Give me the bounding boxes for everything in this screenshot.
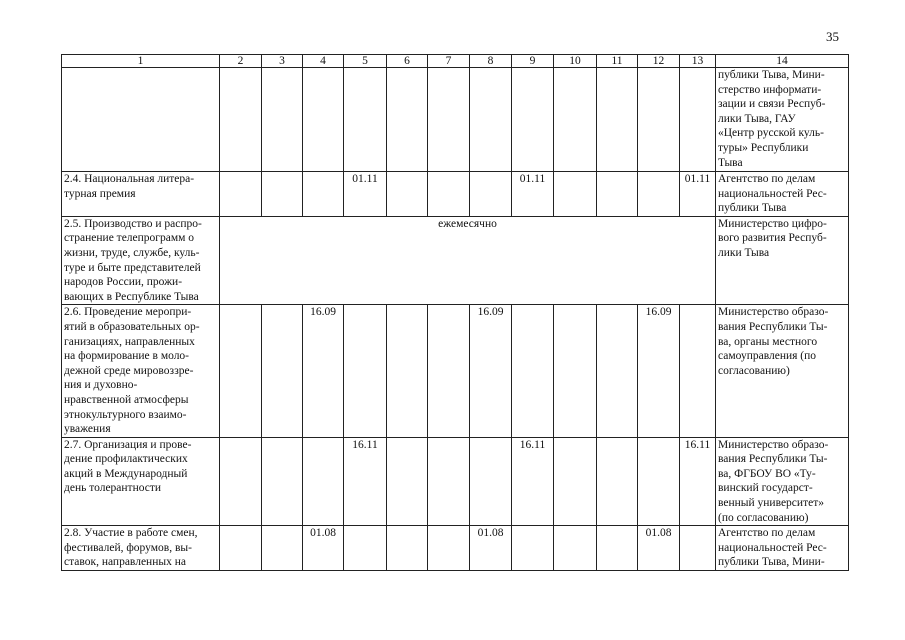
empty-cell <box>387 437 428 526</box>
empty-cell <box>597 526 638 571</box>
page-number: 35 <box>826 29 839 44</box>
activity-name-cell: 2.4. Национальная литера- турная премия <box>62 172 220 217</box>
executor-cell: Министерство образо- вания Республики Ты- ва, ФГБОУ ВО «Ту- винский государст- венный университет» (по согласованию) <box>716 437 849 526</box>
empty-cell <box>597 437 638 526</box>
empty-cell <box>428 305 470 437</box>
empty-cell <box>344 305 387 437</box>
activity-name-cell <box>62 68 220 172</box>
empty-cell <box>597 68 638 172</box>
activity-name-cell: 2.6. Проведение меропри- ятий в образовательных ор- ганизациях, направленных на формирование в моло- дежной среде мировоззре- ния и духовно- нравственной атмосферы этнокультурного взаимо- уважения <box>62 305 220 437</box>
column-header: 4 <box>303 55 344 68</box>
table-row <box>62 216 849 305</box>
empty-cell <box>428 437 470 526</box>
table-row <box>62 305 849 437</box>
empty-cell <box>262 172 303 217</box>
empty-cell <box>512 68 554 172</box>
executor-cell: Министерство образо- вания Республики Ты- ва, органы местного самоуправления (по согласованию) <box>716 305 849 437</box>
column-header: 8 <box>470 55 512 68</box>
empty-cell <box>512 305 554 437</box>
monthly-schedule-cell: ежемесячно <box>220 216 716 305</box>
empty-cell <box>638 172 680 217</box>
empty-cell <box>554 437 597 526</box>
column-header: 11 <box>597 55 638 68</box>
column-header: 10 <box>554 55 597 68</box>
empty-cell <box>262 68 303 172</box>
column-header: 12 <box>638 55 680 68</box>
empty-cell <box>387 526 428 571</box>
executor-cell: Агентство по делам национальностей Рес- публики Тыва, Мини- <box>716 526 849 571</box>
activity-name-cell: 2.5. Производство и распро- странение телепрограмм о жизни, труде, службе, куль- туре и быте представителей народов России, прожи- вающих в Республике Тыва <box>62 216 220 305</box>
empty-cell <box>220 172 262 217</box>
empty-cell <box>387 172 428 217</box>
table-row <box>62 172 849 217</box>
empty-cell <box>344 68 387 172</box>
date-cell: 16.11 <box>344 437 387 526</box>
executor-cell: Агентство по делам национальностей Рес- публики Тыва <box>716 172 849 217</box>
empty-cell <box>428 68 470 172</box>
column-header: 3 <box>262 55 303 68</box>
table-row <box>62 526 849 571</box>
table-header-row <box>62 55 849 68</box>
column-header: 13 <box>680 55 716 68</box>
empty-cell <box>220 68 262 172</box>
empty-cell <box>554 526 597 571</box>
date-cell: 16.09 <box>470 305 512 437</box>
empty-cell <box>428 526 470 571</box>
empty-cell <box>262 305 303 437</box>
empty-cell <box>554 172 597 217</box>
empty-cell <box>597 305 638 437</box>
date-cell: 01.08 <box>470 526 512 571</box>
date-cell: 01.11 <box>680 172 716 217</box>
empty-cell <box>303 68 344 172</box>
schedule-table <box>61 54 849 571</box>
empty-cell <box>262 437 303 526</box>
empty-cell <box>387 305 428 437</box>
date-cell: 16.09 <box>638 305 680 437</box>
empty-cell <box>303 437 344 526</box>
empty-cell <box>597 172 638 217</box>
table-row <box>62 68 849 172</box>
empty-cell <box>262 526 303 571</box>
column-header: 5 <box>344 55 387 68</box>
date-cell: 16.09 <box>303 305 344 437</box>
empty-cell <box>220 437 262 526</box>
empty-cell <box>512 526 554 571</box>
empty-cell <box>303 172 344 217</box>
empty-cell <box>428 172 470 217</box>
table-row <box>62 437 849 526</box>
empty-cell <box>344 526 387 571</box>
date-cell: 16.11 <box>512 437 554 526</box>
activity-name-cell: 2.8. Участие в работе смен, фестивалей, форумов, вы- ставок, направленных на <box>62 526 220 571</box>
empty-cell <box>220 305 262 437</box>
date-cell: 01.08 <box>638 526 680 571</box>
empty-cell <box>554 305 597 437</box>
date-cell: 01.11 <box>344 172 387 217</box>
empty-cell <box>638 68 680 172</box>
empty-cell <box>470 437 512 526</box>
executor-cell: Министерство цифро- вого развития Респуб- лики Тыва <box>716 216 849 305</box>
date-cell: 16.11 <box>680 437 716 526</box>
empty-cell <box>680 68 716 172</box>
column-header: 6 <box>387 55 428 68</box>
empty-cell <box>638 437 680 526</box>
column-header: 7 <box>428 55 470 68</box>
column-header: 2 <box>220 55 262 68</box>
executor-cell: публики Тыва, Мини- стерство информати- зации и связи Респуб- лики Тыва, ГАУ «Центр русской куль- туры» Республики Тыва <box>716 68 849 172</box>
column-header: 1 <box>62 55 220 68</box>
date-cell: 01.11 <box>512 172 554 217</box>
date-cell: 01.08 <box>303 526 344 571</box>
empty-cell <box>387 68 428 172</box>
empty-cell <box>680 526 716 571</box>
empty-cell <box>220 526 262 571</box>
empty-cell <box>470 172 512 217</box>
column-header: 14 <box>716 55 849 68</box>
empty-cell <box>470 68 512 172</box>
empty-cell <box>680 305 716 437</box>
empty-cell <box>554 68 597 172</box>
column-header: 9 <box>512 55 554 68</box>
activity-name-cell: 2.7. Организация и прове- дение профилактических акций в Международный день толерантности <box>62 437 220 526</box>
